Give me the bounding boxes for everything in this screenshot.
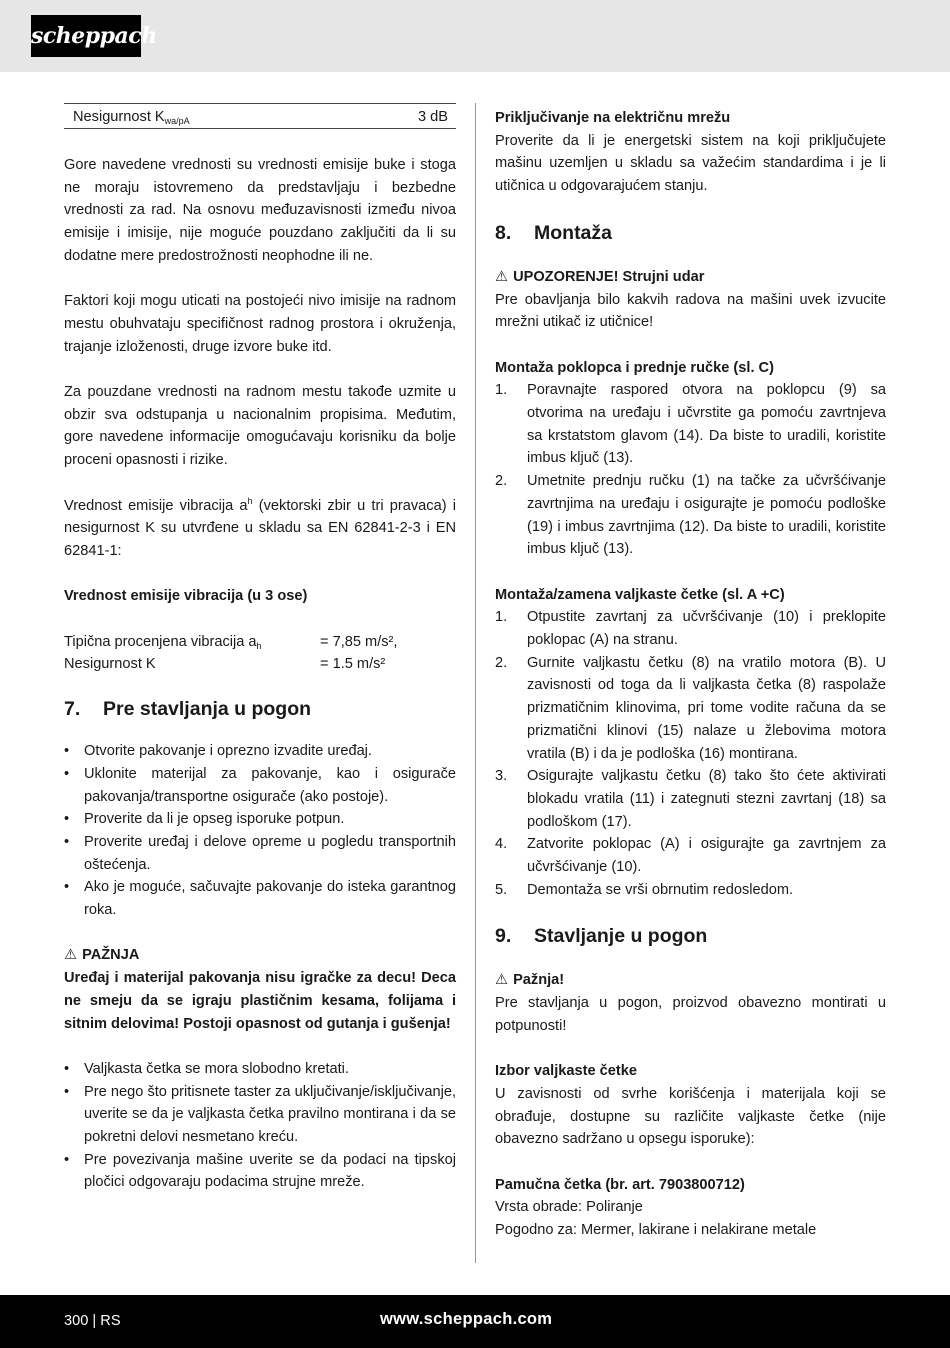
paragraph-vibration-intro: Vrednost emisije vibracija $a^h$ (vektorski zbir u tri pravaca) i nesigurnost K su utvrđene u skladu sa EN 62841-2-3 i EN 62841-1:: [64, 495, 456, 559]
warning-triangle-icon: ⚠: [495, 268, 509, 285]
paragraph-factors: Faktori koji mogu uticati na postojeći nivo imisije na radnom mestu obuhvataju specifičnost radnog prostora i okruženja, trajanje izloženosti, druge izvore buke itd.: [64, 293, 456, 355]
footer-bar: [0, 1295, 950, 1348]
electrical-heading: Priključivanje na električnu mrežu: [495, 110, 731, 126]
cotton-brush-heading: Pamučna četka (br. art. 7903800712): [495, 1176, 745, 1193]
list-item: • Pre povezivanja mašine uverite se da podaci na tipskoj pločici odgovaraju podacima strujne mreže.: [64, 1151, 456, 1191]
vibration-uncertainty-value: = 1.5 m/s²: [320, 656, 386, 673]
vibration-heading: Vrednost emisije vibracija (u 3 ose): [64, 588, 308, 605]
list-item: • Proverite uređaj i delove opreme u pogledu transportnih oštećenja.: [64, 833, 456, 873]
list-item: • Pre nego što pritisnete taster za uključivanje/isključivanje, uverite se da je valjkasta četka pravilno montirana i da se pokretni delovi nesmetano kreću.: [64, 1083, 456, 1146]
preparation-list: [64, 740, 456, 922]
cotton-brush-processing: Vrsta obrade: Poliranje: [495, 1199, 643, 1216]
vibration-values: [64, 631, 456, 676]
caution-heading: ⚠ PAŽNJA: [64, 944, 456, 967]
list-item: 4. Zatvorite poklopac (A) i osigurajte ga zavrtnjem za učvršćivanje (10).: [495, 836, 886, 876]
list-item: • Proverite da li je opseg isporuke potpun.: [64, 811, 345, 828]
paragraph-emission: Gore navedene vrednosti su vrednosti emisije buke i stoga ne moraju istovremeno da predstavljaju i bezbedne vrednosti za rad. Na osnovu međuzavisnosti između nivoa emisije i imisije, nije moguće pouzdano zaključiti da li su dodatne mere predostrožnosti neophodne ili ne.: [64, 157, 456, 264]
section-9-heading: 9. Stavljanje u pogon: [495, 925, 708, 948]
table-value: 3 dB: [417, 109, 448, 125]
list-item: 2. Umetnite prednju ručku (1) na tačke za učvršćivanje zavrtnjima na uređaju i osigurajte je pomoću podloške (19) i imbus zavrtnjima (12). Da biste to uradili, koristite imbus ključ (13).: [495, 473, 886, 558]
header-bar: [0, 0, 950, 72]
brush-assembly-heading: Montaža/zamena valjkaste četke (sl. A +C): [495, 586, 785, 603]
brush-choice-heading: Izbor valjkaste četke: [495, 1063, 637, 1080]
list-item: • Ako je moguće, sačuvajte pakovanje do isteka garantnog roka.: [64, 879, 456, 919]
brush-assembly-steps: [495, 606, 886, 901]
list-item: 5. Demontaža se vrši obrnutim redosledom.: [495, 881, 794, 898]
list-item: • Otvorite pakovanje i oprezno izvadite uređaj.: [64, 743, 372, 760]
left-column: [64, 103, 456, 1194]
warning-text: Pre obavljanja bilo kakvih radova na mašini uvek izvucite mrežni utikač iz utičnice!: [495, 291, 886, 331]
warning-triangle-icon: ⚠: [495, 972, 509, 989]
table-label: Nesigurnost $K_{wa/pA}$: [73, 109, 190, 126]
cover-assembly-heading: Montaža poklopca i prednje ručke (sl. C): [495, 359, 774, 376]
attention-text: Pre stavljanja u pogon, proizvod obavezno montirati u potpunosti!: [495, 995, 886, 1034]
list-item: • Uklonite materijal za pakovanje, kao i osigurače pakovanja/transportne osigurače (ako postoje).: [64, 765, 456, 805]
caution-text: Uređaj i materijal pakovanja nisu igračke za decu! Deca ne smeju da se igraju plastičnim kesama, folijama i sitnim delovima! Postoji opasnost od gutanja i gušenja!: [64, 970, 456, 1032]
electrical-text: Proverite da li je energetski sistem na koji priključujete mašinu uzemljen u skladu sa važećim standardima i je li utičnica u odgovarajućem stanju.: [495, 132, 886, 195]
warning-triangle-icon: ⚠: [64, 947, 78, 964]
warning-heading: ⚠ UPOZORENJE! Strujni udar: [495, 266, 886, 289]
list-item: 3. Osigurajte valjkastu četku (8) tako što ćete aktivirati blokadu vratila (11) i zategnuti stezni zavrtanj (18) sa podloškom (17).: [495, 768, 886, 830]
list-item: • Valjkasta četka se mora slobodno kretati.: [64, 1060, 349, 1077]
cotton-brush-suitable: Pogodno za: Mermer, lakirane i nelakirane metale: [495, 1222, 817, 1239]
paragraph-reliable-values: Za pouzdane vrednosti na radnom mestu takođe uzmite u obzir sva odstupanja u nacionalnim propisima. Međutim, gore navedene informacije omogućavaju korisniku da bolje proceni opasnosti i rizike.: [64, 384, 456, 469]
column-divider: [475, 103, 476, 1263]
list-item: 1. Poravnajte raspored otvora na poklopcu (9) sa otvorima na uređaju i učvrstite ga pomoću zavrtnjeva sa krstatstom glavom (14). Da biste to uradili, koristite imbus ključ (13).: [495, 382, 886, 467]
checks-list: [64, 1058, 456, 1194]
list-item: 1. Otpustite zavrtanj za učvršćivanje (10) i preklopite poklopac (A) na stranu.: [495, 609, 886, 649]
brush-choice-text: U zavisnosti od svrhe korišćenja i materijala koji se obrađuje, dostupne su različite valjkaste četke (nije obavezno sadržano u opsegu isporuke):: [495, 1085, 886, 1148]
cover-assembly-steps: [495, 379, 886, 561]
vibration-typical-value: = 7,85 m/s²,: [320, 633, 398, 650]
attention-heading: ⚠ Pažnja!: [495, 969, 886, 992]
list-item: 2. Gurnite valjkastu četku (8) na vratilo motora (B). U zavisnosti od toga da li valjkasta četka (8) raspolaže prizmatičnim klinovima, pri tome vodite računa da se prizmatični klinovi (15) nalaze u žlebovima motora vratila (B) i da je podloška (16) montirana.: [495, 654, 886, 762]
section-8-heading: 8. Montaža: [495, 221, 612, 244]
uncertainty-table-row: [64, 103, 456, 129]
vibration-uncertainty-label: Nesigurnost K: [64, 656, 156, 673]
vibration-typical-label: Tipična procenjena vibracija $a_h$: [64, 633, 262, 651]
right-column: [495, 107, 886, 1242]
page-number: 300 | RS: [64, 1313, 121, 1329]
website-link[interactable]: www.scheppach.com: [380, 1310, 553, 1328]
scheppach-logo: scheppach: [31, 15, 141, 57]
section-7-heading: 7. Pre stavljanja u pogon: [64, 698, 312, 721]
